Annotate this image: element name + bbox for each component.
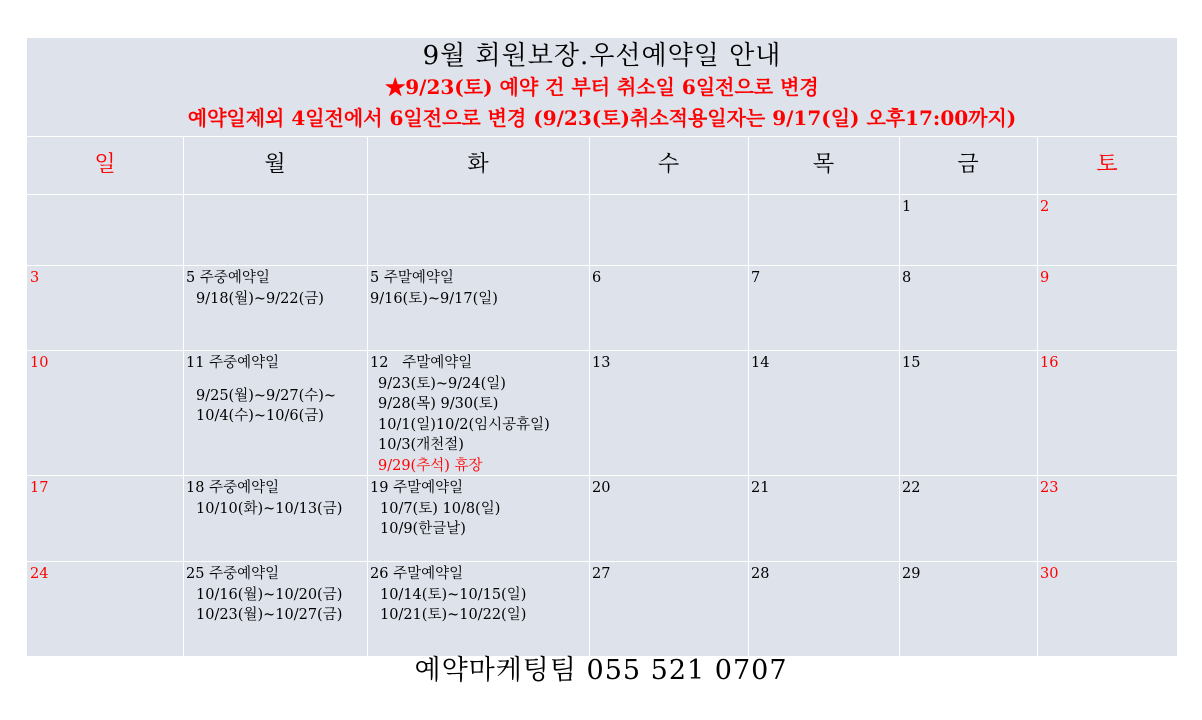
day-cell-26: [367, 562, 589, 656]
day-cell-10: [27, 351, 183, 475]
day-number: 21: [751, 480, 770, 496]
weekday-wed: 수: [657, 152, 680, 177]
day-number: 15: [902, 355, 921, 371]
weekday-header-row: [27, 136, 1177, 195]
weekday-mon: 월: [264, 152, 286, 177]
day-number: 27: [592, 566, 611, 582]
day-number: 19: [370, 480, 389, 496]
reservation-period: 9/23(토)~9/24(일): [378, 375, 506, 392]
day-cell-13: [589, 351, 748, 475]
day-number: 29: [902, 566, 921, 582]
reservation-heading: [370, 353, 587, 374]
day-number: 28: [751, 566, 770, 582]
day-cell: [27, 195, 183, 265]
day-number: 18: [186, 480, 205, 496]
day-cell-20: [589, 476, 748, 561]
day-number: 2: [1040, 199, 1050, 215]
day-number: 7: [751, 270, 761, 286]
day-cell-11: [183, 351, 367, 475]
day-cell-3: [27, 266, 183, 350]
day-cell-28: [748, 562, 899, 656]
day-cell-16: [1037, 351, 1177, 475]
reservation-heading: [186, 478, 365, 499]
day-number: 8: [902, 270, 912, 286]
reservation-title: 주중예약일: [209, 566, 280, 582]
weekday-fri: 금: [957, 152, 979, 177]
weekday-thu: 목: [812, 152, 835, 177]
day-number: 5: [370, 270, 380, 286]
reservation-title: 주중예약일: [199, 270, 270, 286]
reservation-period: 10/3(개천절): [378, 437, 464, 453]
reservation-title: 주말예약일: [393, 480, 464, 496]
calendar-header: [27, 38, 1177, 136]
reservation-heading: [186, 564, 365, 585]
reservation-heading: [186, 353, 365, 374]
reservation-period: 9/18(월)~9/22(금): [196, 290, 324, 307]
reservation-period: 10/23(월)~10/27(금): [196, 607, 343, 623]
day-number: 11: [186, 355, 205, 371]
reservation-period: 10/14(토)~10/15(일): [380, 586, 527, 603]
star-icon: ★: [385, 75, 406, 99]
day-cell-21: [748, 476, 899, 561]
day-number: 26: [370, 566, 389, 582]
day-cell: [748, 195, 899, 265]
day-number: 12: [370, 355, 389, 371]
reservation-title: 주말예약일: [383, 270, 454, 286]
day-number: 17: [30, 480, 49, 496]
reservation-period: 10/10(화)~10/13(금): [196, 500, 343, 517]
day-number: 10: [30, 355, 49, 371]
day-number: 20: [592, 480, 611, 496]
day-cell-6: [589, 266, 748, 350]
reservation-heading: [370, 564, 587, 585]
reservation-heading: [186, 268, 365, 289]
day-number: 1: [902, 199, 912, 215]
reservation-period: 10/16(월)~10/20(금): [196, 586, 343, 603]
day-cell-5-tue: [367, 266, 589, 350]
reservation-period: 9/25(월)~9/27(수)~: [196, 387, 337, 404]
reservation-heading: [370, 268, 587, 289]
reservation-period: 10/4(수)~10/6(금): [196, 408, 324, 424]
holiday-closure-note: 9/29(추석) 휴장: [378, 457, 483, 474]
reservation-period: 9/16(토)~9/17(일): [370, 290, 498, 307]
day-number: 23: [1040, 480, 1059, 496]
day-number: 14: [751, 355, 770, 371]
day-cell-9: [1037, 266, 1177, 350]
notice-line-1-text: 9/23(토) 예약 건 부터 취소일 6일전으로 변경: [405, 75, 819, 99]
day-cell-29: [899, 562, 1037, 656]
day-cell-7: [748, 266, 899, 350]
day-cell: [183, 195, 367, 265]
reservation-heading: [370, 478, 587, 499]
day-cell-19: [367, 476, 589, 561]
reservation-period: 9/28(목) 9/30(토): [378, 396, 499, 412]
weekday-tue: 화: [467, 152, 489, 177]
reservation-period: 10/7(토) 10/8(일): [380, 500, 501, 517]
page-title: 9월 회원보장.우선예약일 안내: [422, 41, 782, 71]
day-cell-18: [183, 476, 367, 561]
day-cell-5-mon: [183, 266, 367, 350]
day-cell-8: [899, 266, 1037, 350]
reservation-calendar: [27, 38, 1177, 656]
day-cell-14: [748, 351, 899, 475]
day-number: 24: [30, 566, 49, 582]
notice-line-2: 예약일제외 4일전에서 6일전으로 변경 (9/23(토)취소적용일자는 9/17(일) 오후17:00까지): [187, 106, 1017, 130]
contact-footer: 예약마케팅팀 055 521 0707: [414, 655, 788, 686]
day-cell-23: [1037, 476, 1177, 561]
day-number: 5: [186, 270, 196, 286]
day-cell: [589, 195, 748, 265]
day-cell-22: [899, 476, 1037, 561]
weekday-sat: 토: [1096, 152, 1118, 177]
day-cell-2: [1037, 195, 1177, 265]
weekday-sun: 일: [94, 152, 116, 177]
reservation-title: 주말예약일: [393, 566, 464, 582]
reservation-title: 주중예약일: [209, 355, 280, 371]
day-number: 25: [186, 566, 205, 582]
reservation-period: 10/1(일)10/2(임시공휴일): [378, 416, 550, 433]
reservation-period: 10/21(토)~10/22(일): [380, 607, 527, 623]
day-cell-30: [1037, 562, 1177, 656]
day-number: 6: [592, 270, 602, 286]
day-number: 16: [1040, 355, 1059, 371]
day-cell-27: [589, 562, 748, 656]
day-cell-17: [27, 476, 183, 561]
day-cell-24: [27, 562, 183, 656]
reservation-title: 주말예약일: [402, 355, 473, 371]
day-cell-1: [899, 195, 1037, 265]
day-number: 9: [1040, 270, 1050, 286]
day-cell-12: [367, 351, 589, 475]
notice-line-1: [27, 73, 1177, 101]
reservation-title: 주중예약일: [209, 480, 280, 496]
day-cell: [367, 195, 589, 265]
day-number: 30: [1040, 566, 1059, 582]
day-number: 13: [592, 355, 611, 371]
reservation-period: 10/9(한글날): [380, 521, 466, 537]
day-number: 3: [30, 270, 40, 286]
day-cell-15: [899, 351, 1037, 475]
day-number: 22: [902, 480, 921, 496]
day-cell-25: [183, 562, 367, 656]
